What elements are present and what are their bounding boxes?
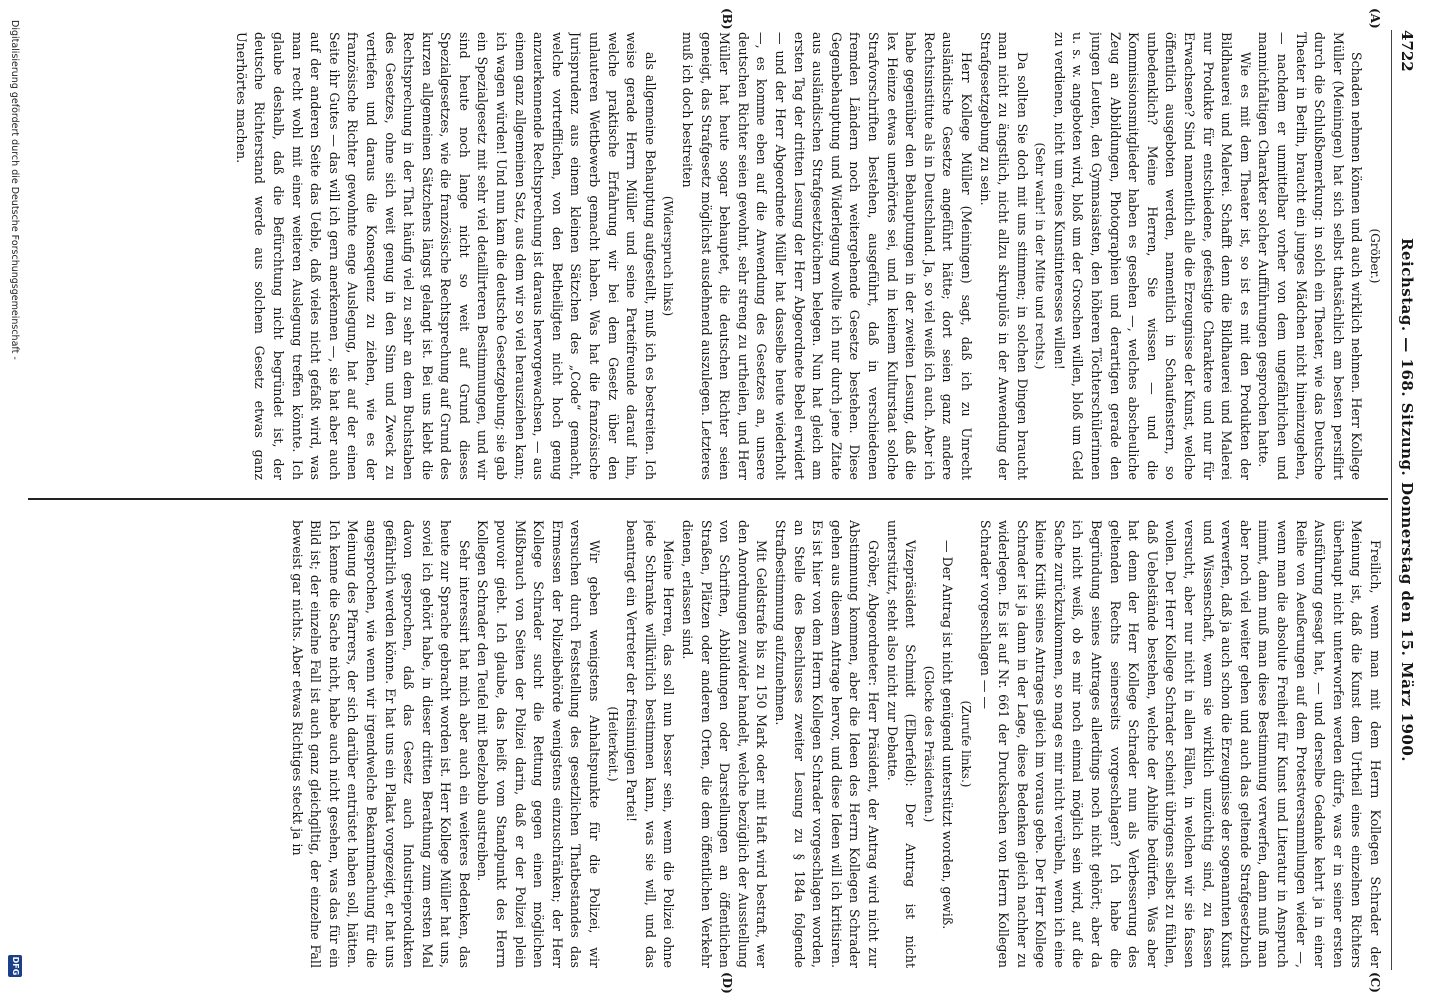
footer-credit: Digitalisierung gefördert durch die Deutsche Forschungsgemeinschaft -: [9, 20, 20, 360]
paragraph: Meine Herren, das soll nun besser sein, wenn die Polizei ohne jede Schranke willkürlich bestimmen kann, was sie will, und das beantragt ein Vertreter der freisinnigen Partei!: [624, 520, 677, 968]
paragraph: Freilich, wenn man mit dem Herrn Kollegen Schrader der Meinung ist, daß die Kunst dem Urtheil eines einzelnen Richters überhaupt nicht unterworfen werden dürfe, was er in seiner ersten Ausführung gesagt hat, — und derselbe Gedanke kehrt ja in einer Reihe von Aeußerungen auf dem Protestversammlungen wieder —, wenn man die absolute Freiheit für Kunst und Literatur in Anspruch nimmt, dann muß man diese Bestimmung verwerfen, dann muß man aber noch viel weiter gehen und auch das geltende Strafgesetzbuch verwerfen, daß ja auch schon die Erzeugnisse der sogenannten Kunst und Wissenschaft, wenn sie wirklich unzüchtig sind, zu fassen versucht, aber nur nicht in allen Fällen, in welchen wir sie fassen wollen. Der Herr Kollege Schrader scheint übrigens selbst zu fühlen, daß Uebelstände bestehen, welche der Abhilfe bedürfen. Was aber hat denn der Herr Kollege Schrader nun als Verbesserung des geltenden Rechts seinerseits vorgeschlagen? Ich habe die Begründung seines Antrages allerdings noch nicht gehört; aber da ich nicht weiß, ob es mir noch einmal möglich sein wird, auf die Sache zurückzukommen, so mag es mir nicht verübeln, wenn ich eine kleine Kritik seines Antrages gleich im voraus gebe. Der Herr Kollege Schrader ist ja dann in der Lage, diese Bedenken gleich nachher zu widerlegen. Es ist auf Nr. 661 der Drucksachen von Herrn Kollegen Schrader vorgeschlagen — —: [977, 520, 1383, 968]
header-rule: [1391, 30, 1392, 970]
margin-marker-d: (D): [720, 972, 734, 994]
paragraph: Vizepräsident Schmidt (Elberfeld): Der Antrag ist nicht unterstützt, steht also nicht zur Debatte.: [884, 520, 919, 968]
page-header: [1392, 30, 1416, 970]
left-column: [34, 32, 1384, 480]
interjection: (Glocke des Präsidenten.): [921, 665, 936, 823]
paragraph: Schaden nehmen können und auch wirklich nehmen. Herr Kollege Müller (Meiningen) hat sich selbst thatsächlich am besten persiflirt durch die Schlußbemerkung: in solch ein Theater, wie das Deutsche Theater in Berlin, braucht ein junges Mädchen nicht hineinzugehen, — nachdem er unmittelbar vorher von dem ungefährlichen und mannichfaltigen Charakter solcher Aufführungen gesprochen hatte.: [1256, 32, 1365, 480]
paragraph: — Der Antrag ist nicht genügend unterstützt worden, gewiß.: [940, 540, 956, 930]
paragraph: Da sollten Sie doch mit uns stimmen; in solchen Dingen braucht man nicht zu ängstlich, nicht allzu skrupulös in der Anwendung der Strafgesetzgebung zu sein.: [977, 32, 1030, 480]
dfg-logo: DFG: [8, 955, 22, 977]
margin-marker-b: (B): [720, 8, 734, 30]
digitization-footer: [4, 0, 24, 1000]
quoted-provision: Mit Geldstrafe bis zu 150 Mark oder mit Haft wird bestraft, wer den Anordnungen zuwider handelt, welche bezüglich der Ausstellung von Schriften, Abbildungen oder Darstellungen an öffentlichen Straßen, Plätzen oder anderen Orten, die dem öffentlichen Verkehr dienen, erlassen sind.: [680, 520, 770, 968]
paragraph: als allgemeine Behauptung aufgestellt, muß ich es bestreiten. Ich weise gerade Herrn Müller und seine Parteifreunde darauf hin, welche praktische Erfahrung wir bei dem Gesetz über den unlauteren Wettbewerb gemacht haben. Was hat die französische Jurisprudenz aus einem kleinen Sätzchen des „Code“ gemacht, welche vortrefflichen, von den Betheiligten nicht hoch genug anzuerkennende Rechtsprechung ist daraus hervorgewachsen, — aus einem ganz allgemeinen Satz, aus dem wir so viel herausziehen kann; ich wagen würden! Und nun kam die deutsche Gesetzgebung; sie gab ein Spezialgesetz mit sehr viel detaillirteren Bestimmungen, und wir sind heute noch lange nicht so weit auf Grund dieses Spezialgesetzes, wie die französische Rechtsprechung auf Grund des kurzen allgemeinen Sätzchens längst gelangt ist. Bei uns klebt die Rechtsprechung in der That häufig viel zu sehr an dem Buchstaben des Gesetzes, ohne sich weit genug in den Sinn und Zweck zu vertiefen und daraus die Konsequenz zu ziehen, wie es der französische Richter gewohnte enge Auslegung, hat auf der einen Seite ihr Gutes — das will ich gern anerkennen —, sie hat aber auch auf der anderen Seite das Ueble, daß vieles nicht gefaßt wird, was man recht wohl mit einer weiteren Auslegung treffen könnte. Ich glaube deshalb, daß die Befürchtung nicht begründet ist, der deutsche Richterstand werde aus solchem Gesetz etwas ganz Unerhörtes machen.: [233, 32, 658, 480]
page-title: Reichstag. — 168. Sitzung. Donnerstag den 15. März 1900.: [1398, 238, 1416, 762]
interjection: (Sehr wahr! in der Mitte und rechts.): [1033, 142, 1048, 370]
paragraph: Sehr interessirt hat mich aber auch ein weiteres Bedenken, das heute zur Sprache gebracht worden ist. Herr Kollege Müller hat uns, soviel ich gehört habe, in dieser dritten Berathung zum ersten Mal davon gesprochen, daß das Gesetz auch Industrieprodukten gefährlich werden könne. Er hat uns ein Plakat vorgezeigt, er hat uns angesprochen, wie wenn wir irgendwelche Bekanntmachung für die Meinung des Pfarrers, der sich darüber entrüstet haben soll, hätten. Ich kenne die Sache nicht, habe auch nicht gesehen, was das für ein Bild ist; der einzelne Fall ist auch ganz gleichgiltig, der einzelne Fall beweist gar nichts. Aber etwas Richtiges steckt ja in: [289, 520, 472, 968]
speaker-label: (Gröber.): [1368, 228, 1382, 284]
margin-marker-a: (A): [1368, 8, 1382, 29]
paragraph: Herr Kollege Müller (Meiningen) sagt, daß ich zu Unrecht ausländische Gesetze angeführt hätte; dort seien ganz andere Rechtsinstitute als in Deutschland. Ja, so viel weiß ich auch. Aber ich habe gegenüber den Behauptungen in der zweiten Lesung, daß die lex Heinze etwas unerhörtes sei, und in keinem Kulturstaat solche Strafvorschriften bestehen, ausgeführt, daß in verschiedenen fremden Ländern noch weitergehende Gesetze bestehen. Diese Gegenbehauptung und Widerlegung wollte ich nur durch jene Zitate aus ausländischen Strafgesetzbüchern belegen. Nun hat gleich am ersten Tag der dritten Lesung der Herr Abgeordnete Bebel erwidert — und der Herr Abgeordnete Müller hat dasselbe heute wiederholt —, es komme eben auf die Anwendung des Gesetzes an, unsere deutschen Richter seien gewohnt, sehr streng zu urtheilen, und Herr Müller hat heute sogar behauptet, die deutschen Richter seien geneigt, das Strafgesetz möglichst ausdehnend auszulegen. Letzteres muß ich doch bestreiten: [680, 32, 974, 480]
paragraph: Wir geben wenigstens Anhaltspunkte für die Polizei, wir versuchen durch Feststellung des gesetzlichen Thatbestandes das Ermessen der Polizeibehörde wenigstens einzuschränken; der Herr Kollege Schrader sucht die Rettung gegen einen möglichen Mißbrauch von Seiten der Polizei darin, daß er der Polizei plein pouvoir giebt. Ich glaube, das heißt vom Standpunkt des Herrn Kollegen Schrader den Teufel mit Beelzebub austreiben.: [475, 520, 603, 968]
interjection: (Zurufe links.): [958, 700, 973, 788]
right-column: [34, 520, 1384, 968]
paragraph: Wie es mit dem Theater ist, so ist es mit den Produkten der Bildhauerei und Malerei. Schafft denn die Bildhauerei und Malerei nur Produkte für entschiedene, gefestigte Charaktere und nur für Erwachsene? Sind namentlich alle die Erzeugnisse der Kunst, welche öffentlich ausgeboten werden, namentlich in Schaufenstern, so unbedenklich? Meine Herren, Sie wissen — und die Kommissionsmitglieder haben es gesehen —, welches abscheuliche Zeug an Abbildungen, Photographien und derartigen gerade den jungen Leuten, den Gymnasiasten, den höheren Töchterschülerinnen u. s. w. angeboten wird, bloß um der Groschen willen, bloß um Geld zu verdienen, nicht um eines Kunstinteresses willen!: [1051, 32, 1253, 480]
interjection: (Widerspruch links): [661, 195, 676, 317]
interjection: (Heiterkeit.): [605, 706, 620, 782]
margin-marker-c: (C): [1368, 972, 1382, 993]
page-number: 4722: [1398, 30, 1416, 72]
paragraph: Gröber, Abgeordneter: Herr Präsident, der Antrag wird nicht zur Abstimmung kommen, aber die Ideen des Herrn Kollegen Schrader gehen aus diesem Antrage hervor, und diese Ideen will ich kritisiren. Es ist hier von dem Herrn Kollegen Schrader vorgeschlagen worden, an Stelle des Beschlusses zweiter Lesung zu § 184a folgende Strafbestimmung aufzunehmen.: [773, 520, 881, 968]
column-divider: [28, 498, 1388, 500]
